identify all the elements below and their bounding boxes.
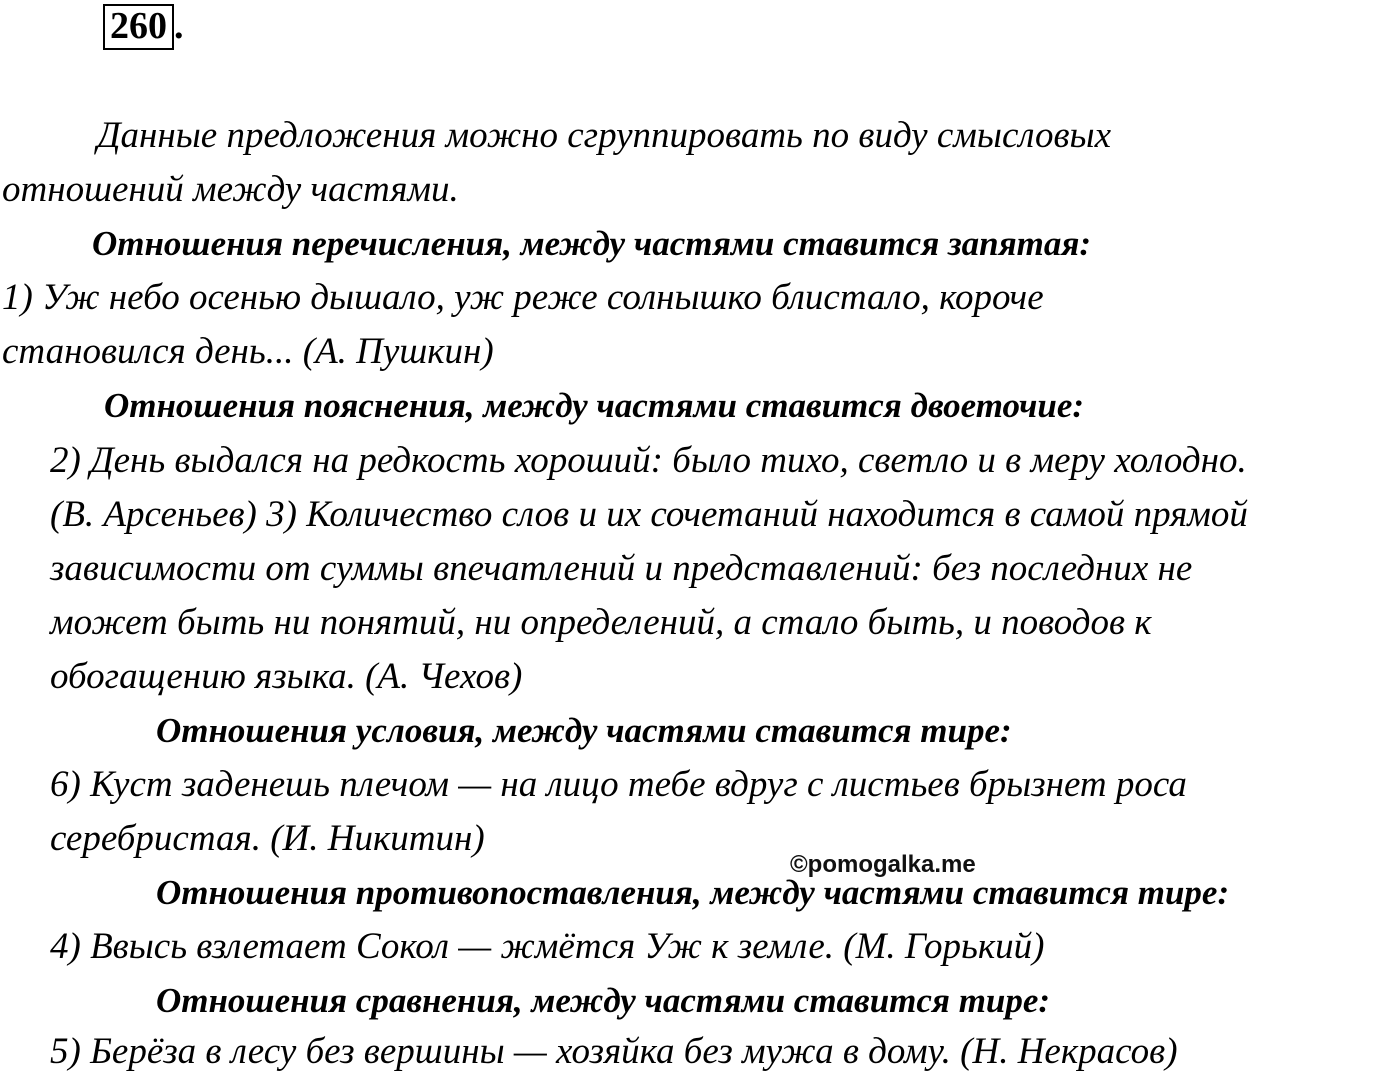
example-4-line-1: 4) Ввысь взлетает Сокол — жмётся Уж к земле. (М. Горький) — [50, 926, 1045, 967]
example-2-line-4: может быть ни понятий, ни определений, а стало быть, и поводов к — [50, 602, 1152, 643]
watermark: ©pomogalka.me — [790, 851, 976, 878]
example-2-line-2: (В. Арсеньев) 3) Количество слов и их сочетаний находится в самой прямой — [50, 494, 1248, 535]
heading-comparison: Отношения сравнения, между частями ставится тире: — [156, 981, 1051, 1020]
heading-enumeration: Отношения перечисления, между частями ставится запятая: — [92, 224, 1092, 263]
example-5-line-1: 5) Берёза в лесу без вершины — хозяйка без мужа в дому. (Н. Некрасов) — [50, 1031, 1178, 1072]
exercise-number — [103, 4, 184, 50]
example-2-line-5: обогащению языка. (А. Чехов) — [50, 656, 523, 697]
heading-condition: Отношения условия, между частями ставится тире: — [156, 711, 1012, 750]
example-1-line-1: 1) Уж небо осенью дышало, уж реже солнышко блистало, короче — [2, 277, 1044, 318]
heading-explanation: Отношения пояснения, между частями ставится двоеточие: — [104, 386, 1085, 425]
example-3-line-1: 6) Куст заденешь плечом — на лицо тебе вдруг с листьев брызнет роса — [50, 764, 1187, 805]
example-2-line-3: зависимости от суммы впечатлений и представлений: без последних не — [50, 548, 1193, 589]
example-1-line-2: становился день... (А. Пушкин) — [2, 331, 494, 372]
example-3-line-2: серебристая. (И. Никитин) — [50, 818, 485, 859]
exercise-number-dot: . — [174, 5, 184, 47]
example-2-line-1: 2) День выдался на редкость хороший: было тихо, светло и в меру холодно. — [50, 440, 1247, 481]
intro-line-1: Данные предложения можно сгруппировать по виду смысловых — [97, 115, 1111, 156]
heading-opposition: Отношения противопоставления, между частями ставится тире: — [156, 873, 1230, 912]
intro-line-2: отношений между частями. — [2, 169, 459, 210]
exercise-number-box: 260 — [103, 4, 174, 50]
